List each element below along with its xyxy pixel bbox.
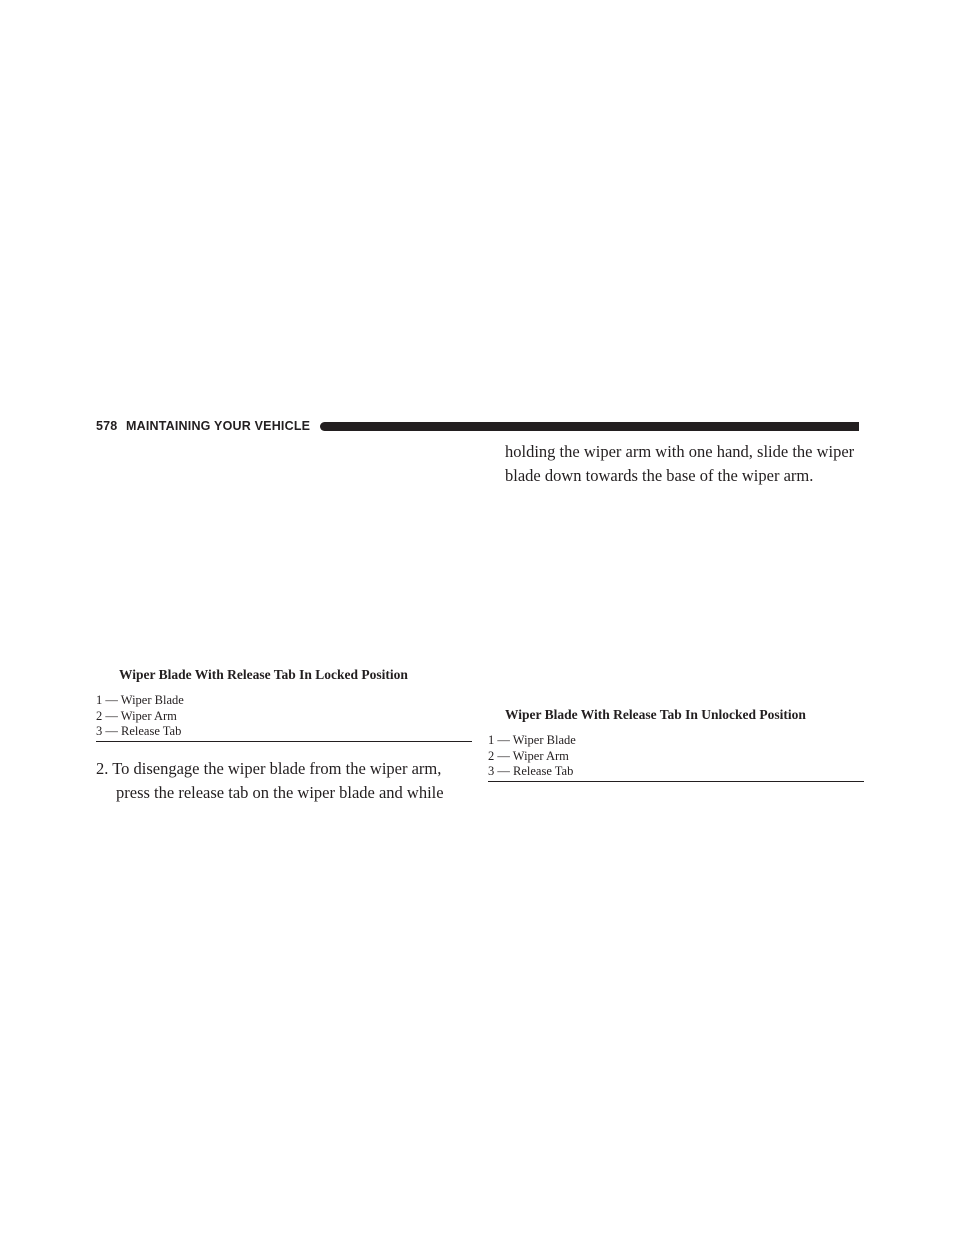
instruction-step-2 — [96, 757, 476, 805]
page-number: 578 — [96, 419, 118, 433]
figure-unlocked-image-area — [488, 495, 864, 700]
legend-item: 1 — Wiper Blade — [96, 693, 184, 707]
legend-item: 3 — Release Tab — [96, 724, 182, 738]
step-text-line: 2. To disengage the wiper blade from the wiper arm, — [96, 759, 442, 778]
step-text-line: press the release tab on the wiper blade and while — [116, 783, 444, 802]
figure-caption-unlocked: Wiper Blade With Release Tab In Unlocked Position — [505, 707, 806, 722]
figure-caption-locked: Wiper Blade With Release Tab In Locked Position — [119, 667, 408, 682]
header-bar — [320, 422, 859, 431]
figure-legend-locked — [96, 693, 184, 740]
figure-rule-unlocked — [488, 781, 864, 782]
section-title: MAINTAINING YOUR VEHICLE — [126, 419, 311, 433]
legend-item: 1 — Wiper Blade — [488, 733, 576, 747]
continuation-text-line: blade down towards the base of the wiper arm. — [505, 466, 814, 485]
running-header — [96, 418, 864, 436]
continuation-text-line: holding the wiper arm with one hand, slide the wiper — [505, 442, 855, 461]
legend-item: 2 — Wiper Arm — [488, 748, 569, 763]
legend-item: 2 — Wiper Arm — [96, 708, 177, 723]
figure-legend-unlocked — [488, 733, 576, 780]
figure-rule-locked — [96, 741, 472, 742]
figure-locked-image-area — [96, 445, 472, 665]
legend-item: 3 — Release Tab — [488, 764, 574, 778]
instruction-continuation — [505, 440, 869, 488]
